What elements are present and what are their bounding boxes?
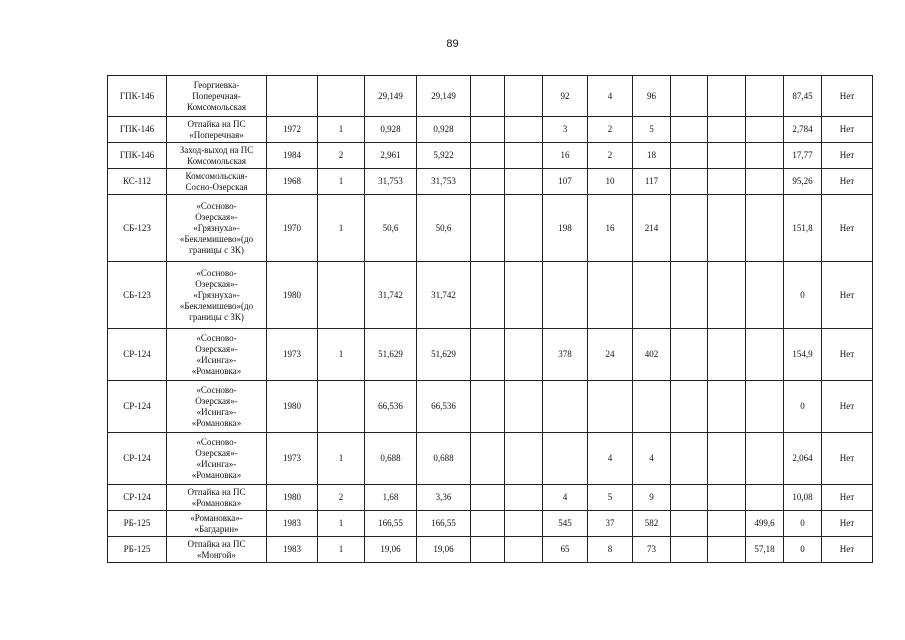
table-cell xyxy=(633,262,671,329)
table-cell xyxy=(471,117,505,143)
table-cell: 16 xyxy=(588,195,633,262)
table-cell: 29,149 xyxy=(417,76,471,117)
table-cell: 19,06 xyxy=(417,537,471,563)
table-cell: 198 xyxy=(543,195,588,262)
table-cell: 1983 xyxy=(267,511,318,537)
table-cell xyxy=(471,195,505,262)
table-cell xyxy=(471,329,505,381)
line-name-cell: Отпайка на ПС «Поперечная» xyxy=(167,117,267,143)
table-cell: 50,6 xyxy=(365,195,417,262)
table-row xyxy=(108,143,873,169)
line-code-cell: РБ-125 xyxy=(108,511,167,537)
table-cell xyxy=(708,329,746,381)
table-cell: 4 xyxy=(543,485,588,511)
table-row xyxy=(108,76,873,117)
table-cell: Нет xyxy=(822,117,873,143)
table-cell xyxy=(588,381,633,433)
table-cell xyxy=(505,262,543,329)
page-number: 89 xyxy=(446,38,459,50)
table-cell: 166,55 xyxy=(417,511,471,537)
table-cell xyxy=(318,76,365,117)
table-cell: 65 xyxy=(543,537,588,563)
table-cell: 214 xyxy=(633,195,671,262)
table-cell: Нет xyxy=(822,537,873,563)
table-cell xyxy=(505,169,543,195)
table-cell: 1980 xyxy=(267,381,318,433)
table-cell xyxy=(471,511,505,537)
table-cell: 3,36 xyxy=(417,485,471,511)
table-cell: 66,536 xyxy=(365,381,417,433)
table-cell: 1973 xyxy=(267,433,318,485)
line-name-cell: Отпайка на ПС «Монгой» xyxy=(167,537,267,563)
table-cell xyxy=(471,169,505,195)
table-cell xyxy=(267,76,318,117)
table-cell: 37 xyxy=(588,511,633,537)
table-cell: 5 xyxy=(588,485,633,511)
table-cell xyxy=(505,117,543,143)
table-row xyxy=(108,117,873,143)
table-cell xyxy=(746,262,784,329)
table-cell xyxy=(746,433,784,485)
table-cell xyxy=(471,143,505,169)
table-cell xyxy=(671,143,708,169)
table-cell xyxy=(671,433,708,485)
line-name-cell: «Сосново- Озерская»- «Грязнуха»- «Беклемишево»(до границы с ЗК) xyxy=(167,262,267,329)
table-cell xyxy=(543,433,588,485)
table-cell: 1970 xyxy=(267,195,318,262)
table-cell: 0 xyxy=(784,262,822,329)
line-code-cell: СР-124 xyxy=(108,485,167,511)
table-cell: 29,149 xyxy=(365,76,417,117)
table-cell: 154,9 xyxy=(784,329,822,381)
table-cell xyxy=(671,169,708,195)
line-name-cell: Комсомольская- Сосно-Озерская xyxy=(167,169,267,195)
table-cell xyxy=(708,485,746,511)
table-row xyxy=(108,262,873,329)
table-cell xyxy=(471,262,505,329)
line-name-cell: «Романовка»- «Багдарин» xyxy=(167,511,267,537)
table-cell xyxy=(746,117,784,143)
table-cell xyxy=(671,329,708,381)
table-cell xyxy=(746,169,784,195)
table-cell: 1 xyxy=(318,433,365,485)
table-cell xyxy=(505,143,543,169)
line-code-cell: ГПК-146 xyxy=(108,76,167,117)
table-cell: 107 xyxy=(543,169,588,195)
table-cell xyxy=(505,329,543,381)
table-cell: 8 xyxy=(588,537,633,563)
table-cell: 2 xyxy=(318,143,365,169)
table-cell: 1972 xyxy=(267,117,318,143)
table-cell: 4 xyxy=(588,76,633,117)
table-cell: 2,784 xyxy=(784,117,822,143)
table-cell xyxy=(746,381,784,433)
table-cell: Нет xyxy=(822,329,873,381)
table-cell xyxy=(471,433,505,485)
table-cell xyxy=(543,262,588,329)
table-cell: Нет xyxy=(822,76,873,117)
table-cell: 0 xyxy=(784,511,822,537)
table-cell: 31,753 xyxy=(417,169,471,195)
table-cell: 2,064 xyxy=(784,433,822,485)
table-cell: 57,18 xyxy=(746,537,784,563)
table-cell: 0,688 xyxy=(365,433,417,485)
line-code-cell: СБ-123 xyxy=(108,195,167,262)
table-cell: 1980 xyxy=(267,485,318,511)
table-cell: 10,08 xyxy=(784,485,822,511)
table-row xyxy=(108,537,873,563)
table-row xyxy=(108,485,873,511)
table-cell: 31,753 xyxy=(365,169,417,195)
table-cell: 95,26 xyxy=(784,169,822,195)
table-cell xyxy=(471,76,505,117)
table-row xyxy=(108,511,873,537)
table-cell: 51,629 xyxy=(417,329,471,381)
table-cell: 2 xyxy=(318,485,365,511)
table-cell: 2 xyxy=(588,143,633,169)
table-cell xyxy=(708,117,746,143)
table-cell: 4 xyxy=(588,433,633,485)
table-cell xyxy=(671,511,708,537)
table-cell: 50,6 xyxy=(417,195,471,262)
line-name-cell: «Сосново- Озерская»- «Грязнуха»- «Беклемишево»(до границы с ЗК) xyxy=(167,195,267,262)
table-cell: 1980 xyxy=(267,262,318,329)
table-cell xyxy=(505,433,543,485)
table-cell: 1 xyxy=(318,169,365,195)
table-cell: 24 xyxy=(588,329,633,381)
line-code-cell: СР-124 xyxy=(108,329,167,381)
line-name-cell: Отпайка на ПС «Романовка» xyxy=(167,485,267,511)
table-cell xyxy=(471,485,505,511)
table-row xyxy=(108,169,873,195)
table-cell xyxy=(746,329,784,381)
table-cell: 166,55 xyxy=(365,511,417,537)
table-cell: 5,922 xyxy=(417,143,471,169)
table-cell: 19,06 xyxy=(365,537,417,563)
table-cell xyxy=(671,537,708,563)
table-cell: Нет xyxy=(822,381,873,433)
table-cell: 0 xyxy=(784,537,822,563)
table-cell xyxy=(671,262,708,329)
table-cell: Нет xyxy=(822,433,873,485)
table-cell xyxy=(746,76,784,117)
line-code-cell: СР-124 xyxy=(108,381,167,433)
table-cell xyxy=(318,381,365,433)
line-code-cell: СБ-123 xyxy=(108,262,167,329)
table-cell: 96 xyxy=(633,76,671,117)
table-cell: 66,536 xyxy=(417,381,471,433)
table-cell: 582 xyxy=(633,511,671,537)
table-cell: 73 xyxy=(633,537,671,563)
table-cell xyxy=(505,381,543,433)
table-cell xyxy=(633,381,671,433)
table-cell: 10 xyxy=(588,169,633,195)
table-cell: 1968 xyxy=(267,169,318,195)
table-cell: Нет xyxy=(822,169,873,195)
table-cell: 378 xyxy=(543,329,588,381)
table-cell: 1 xyxy=(318,511,365,537)
table-cell: Нет xyxy=(822,262,873,329)
table-cell: 31,742 xyxy=(417,262,471,329)
table-cell: 3 xyxy=(543,117,588,143)
table-cell: 31,742 xyxy=(365,262,417,329)
table-cell xyxy=(505,485,543,511)
table-cell xyxy=(318,262,365,329)
table-cell: 1,68 xyxy=(365,485,417,511)
table-cell: 2,961 xyxy=(365,143,417,169)
table-cell xyxy=(543,381,588,433)
table-cell xyxy=(708,195,746,262)
table-cell: 16 xyxy=(543,143,588,169)
table-cell: Нет xyxy=(822,143,873,169)
table-cell xyxy=(671,381,708,433)
table-row xyxy=(108,329,873,381)
line-code-cell: КС-112 xyxy=(108,169,167,195)
table-cell: 1 xyxy=(318,117,365,143)
table-cell: 1 xyxy=(318,195,365,262)
line-name-cell: Заход-выход на ПС Комсомольская xyxy=(167,143,267,169)
table-cell xyxy=(708,511,746,537)
table-cell: 545 xyxy=(543,511,588,537)
table-cell: 9 xyxy=(633,485,671,511)
table-cell xyxy=(588,262,633,329)
table-cell: 1973 xyxy=(267,329,318,381)
line-name-cell: «Сосново- Озерская»- «Исинга»- «Романовка» xyxy=(167,329,267,381)
table-cell xyxy=(708,381,746,433)
table-cell xyxy=(671,485,708,511)
table-cell xyxy=(505,511,543,537)
table-cell: Нет xyxy=(822,195,873,262)
table-cell: 4 xyxy=(633,433,671,485)
line-code-cell: СР-124 xyxy=(108,433,167,485)
table-cell xyxy=(746,485,784,511)
table-cell xyxy=(471,537,505,563)
table-cell xyxy=(505,76,543,117)
table-cell: 51,629 xyxy=(365,329,417,381)
table-cell xyxy=(671,76,708,117)
table-cell: 1 xyxy=(318,329,365,381)
table-cell: 2 xyxy=(588,117,633,143)
line-code-cell: РБ-125 xyxy=(108,537,167,563)
table-row xyxy=(108,195,873,262)
table-cell: Нет xyxy=(822,485,873,511)
table-cell: 0,928 xyxy=(417,117,471,143)
table-cell: 117 xyxy=(633,169,671,195)
table-cell: 1 xyxy=(318,537,365,563)
table-cell xyxy=(671,195,708,262)
table-cell: 87,45 xyxy=(784,76,822,117)
table-cell: 0 xyxy=(784,381,822,433)
line-code-cell: ГПК-146 xyxy=(108,117,167,143)
table-cell: 402 xyxy=(633,329,671,381)
data-table xyxy=(107,75,873,563)
table-cell: 1984 xyxy=(267,143,318,169)
table-row xyxy=(108,381,873,433)
table-cell xyxy=(708,169,746,195)
table-cell xyxy=(746,143,784,169)
table-cell: 18 xyxy=(633,143,671,169)
table-cell: 17,77 xyxy=(784,143,822,169)
table-cell: 0,688 xyxy=(417,433,471,485)
line-name-cell: Георгиевка- Поперечная- Комсомольская xyxy=(167,76,267,117)
table-cell xyxy=(708,143,746,169)
table-cell xyxy=(471,381,505,433)
table-cell xyxy=(505,195,543,262)
table-cell xyxy=(708,537,746,563)
table-cell xyxy=(505,537,543,563)
table-cell: 0,928 xyxy=(365,117,417,143)
table-cell: 151,8 xyxy=(784,195,822,262)
table-cell: 499,6 xyxy=(746,511,784,537)
line-code-cell: ГПК-146 xyxy=(108,143,167,169)
table-cell: 5 xyxy=(633,117,671,143)
table-cell xyxy=(671,117,708,143)
line-name-cell: «Сосново- Озерская»- «Исинга»- «Романовка» xyxy=(167,381,267,433)
table-cell xyxy=(746,195,784,262)
table-cell: 92 xyxy=(543,76,588,117)
table-cell xyxy=(708,433,746,485)
table-row xyxy=(108,433,873,485)
table-cell: 1983 xyxy=(267,537,318,563)
table-cell xyxy=(708,262,746,329)
line-name-cell: «Сосново- Озерская»- «Исинга»- «Романовка» xyxy=(167,433,267,485)
table-cell: Нет xyxy=(822,511,873,537)
table-cell xyxy=(708,76,746,117)
